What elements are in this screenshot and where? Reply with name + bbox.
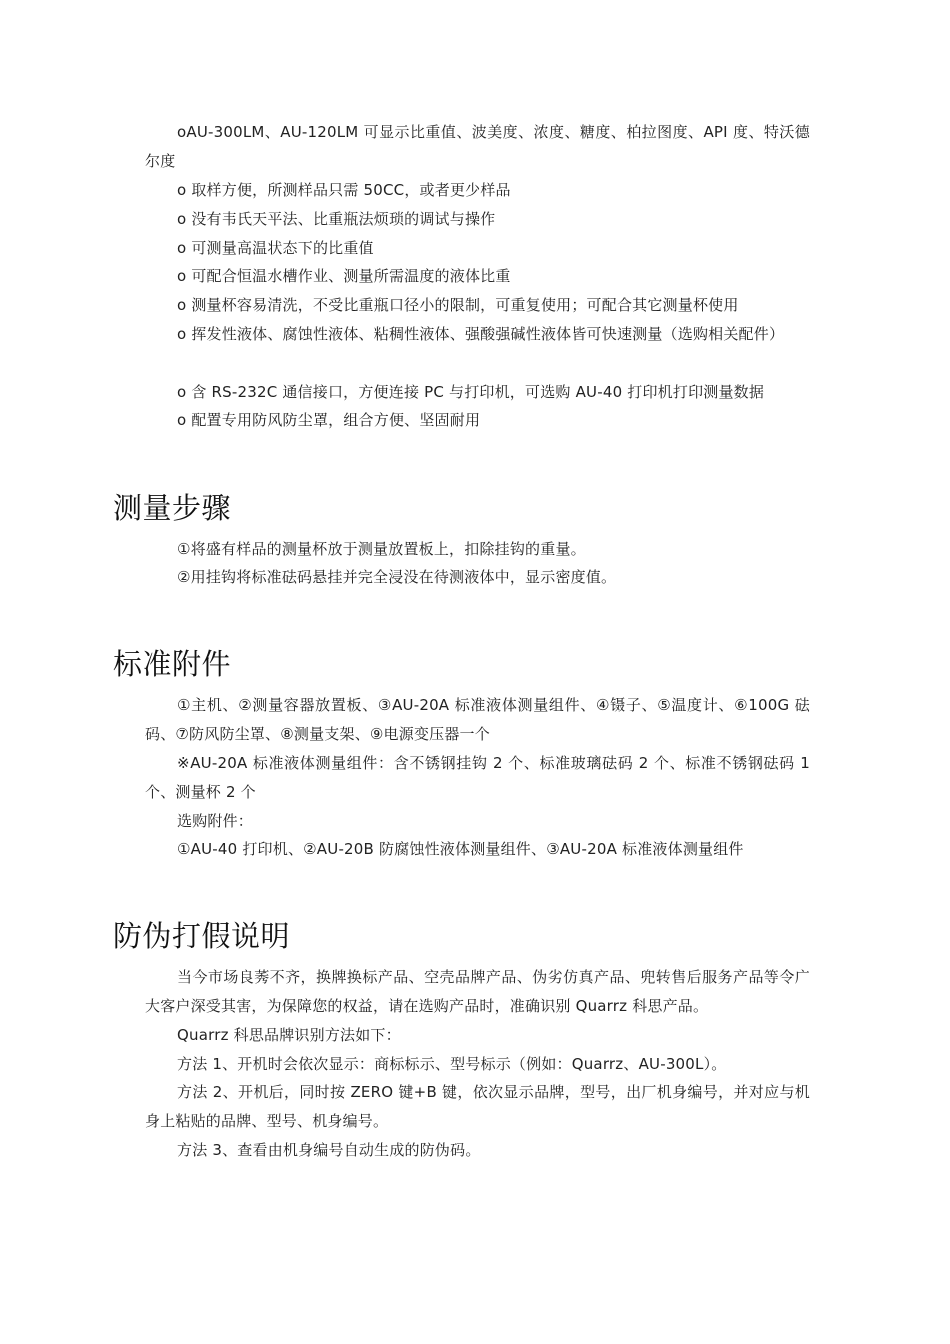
step-1: ①将盛有样品的测量杯放于测量放置板上，扣除挂钩的重量。 [177,540,586,558]
step-2: ②用挂钩将标准砝码悬挂并完全浸没在待测液体中，显示密度值。 [177,568,617,586]
feature-line-9: o 配置专用防风防尘罩，组合方便、坚固耐用 [177,411,481,429]
method-1: 方法 1、开机时会依次显示：商标标示、型号标示（例如：Quarrz、AU-300L）。 [177,1055,727,1073]
feature-line-2: o 取样方便，所测样品只需 50CC，或者更少样品 [177,181,511,199]
feature-line-4: o 可测量高温状态下的比重值 [177,239,374,257]
standard-accessories: ①主机、②测量容器放置板、③AU-20A 标准液体测量组件、④镊子、⑤温度计、⑥100G 砝码、⑦防风防尘罩、⑧测量支架、⑨电源变压器一个 [145,696,810,743]
method-3: 方法 3、查看由机身编号自动生成的防伪码。 [177,1141,481,1159]
anti-counterfeit-intro: 当今市场良莠不齐，换牌换标产品、空壳品牌产品、伪劣仿真产品、兜转售后服务产品等令广大客户深受其害，为保障您的权益，请在选购产品时，准确识别 Quarrz 科思产品。 [145,968,810,1015]
methods-label: Quarrz 科思品牌识别方法如下： [177,1026,401,1044]
feature-line-1: oAU-300LM、AU-120LM 可显示比重值、波美度、浓度、糖度、柏拉图度、API 度、特沃德尔度 [145,123,810,170]
feature-line-3: o 没有韦氏天平法、比重瓶法烦琐的调试与操作 [177,210,496,228]
feature-line-7: o 挥发性液体、腐蚀性液体、粘稠性液体、强酸强碱性液体皆可快速测量（选购相关配件） [177,325,785,343]
optional-accessories: ①AU-40 打印机、②AU-20B 防腐蚀性液体测量组件、③AU-20A 标准液体测量组件 [177,840,744,858]
optional-accessories-label: 选购附件： [177,812,254,830]
accessories-heading: 标准附件 [113,647,232,681]
feature-line-6: o 测量杯容易清洗，不受比重瓶口径小的限制，可重复使用；可配合其它测量杯使用 [177,296,739,314]
feature-line-8: o 含 RS-232C 通信接口，方便连接 PC 与打印机，可选购 AU-40 打印机打印测量数据 [177,383,765,401]
kit-note: ※AU-20A 标准液体测量组件：含不锈钢挂钩 2 个、标准玻璃砝码 2 个、标准不锈钢砝码 1 个、测量杯 2 个 [145,754,810,801]
steps-heading: 测量步骤 [113,491,232,525]
feature-line-5: o 可配合恒温水槽作业、测量所需温度的液体比重 [177,267,511,285]
method-2: 方法 2、开机后，同时按 ZERO 键+B 键，依次显示品牌，型号，出厂机身编号，并对应与机身上粘贴的品牌、型号、机身编号。 [145,1083,810,1130]
anti-counterfeit-heading: 防伪打假说明 [113,919,291,953]
